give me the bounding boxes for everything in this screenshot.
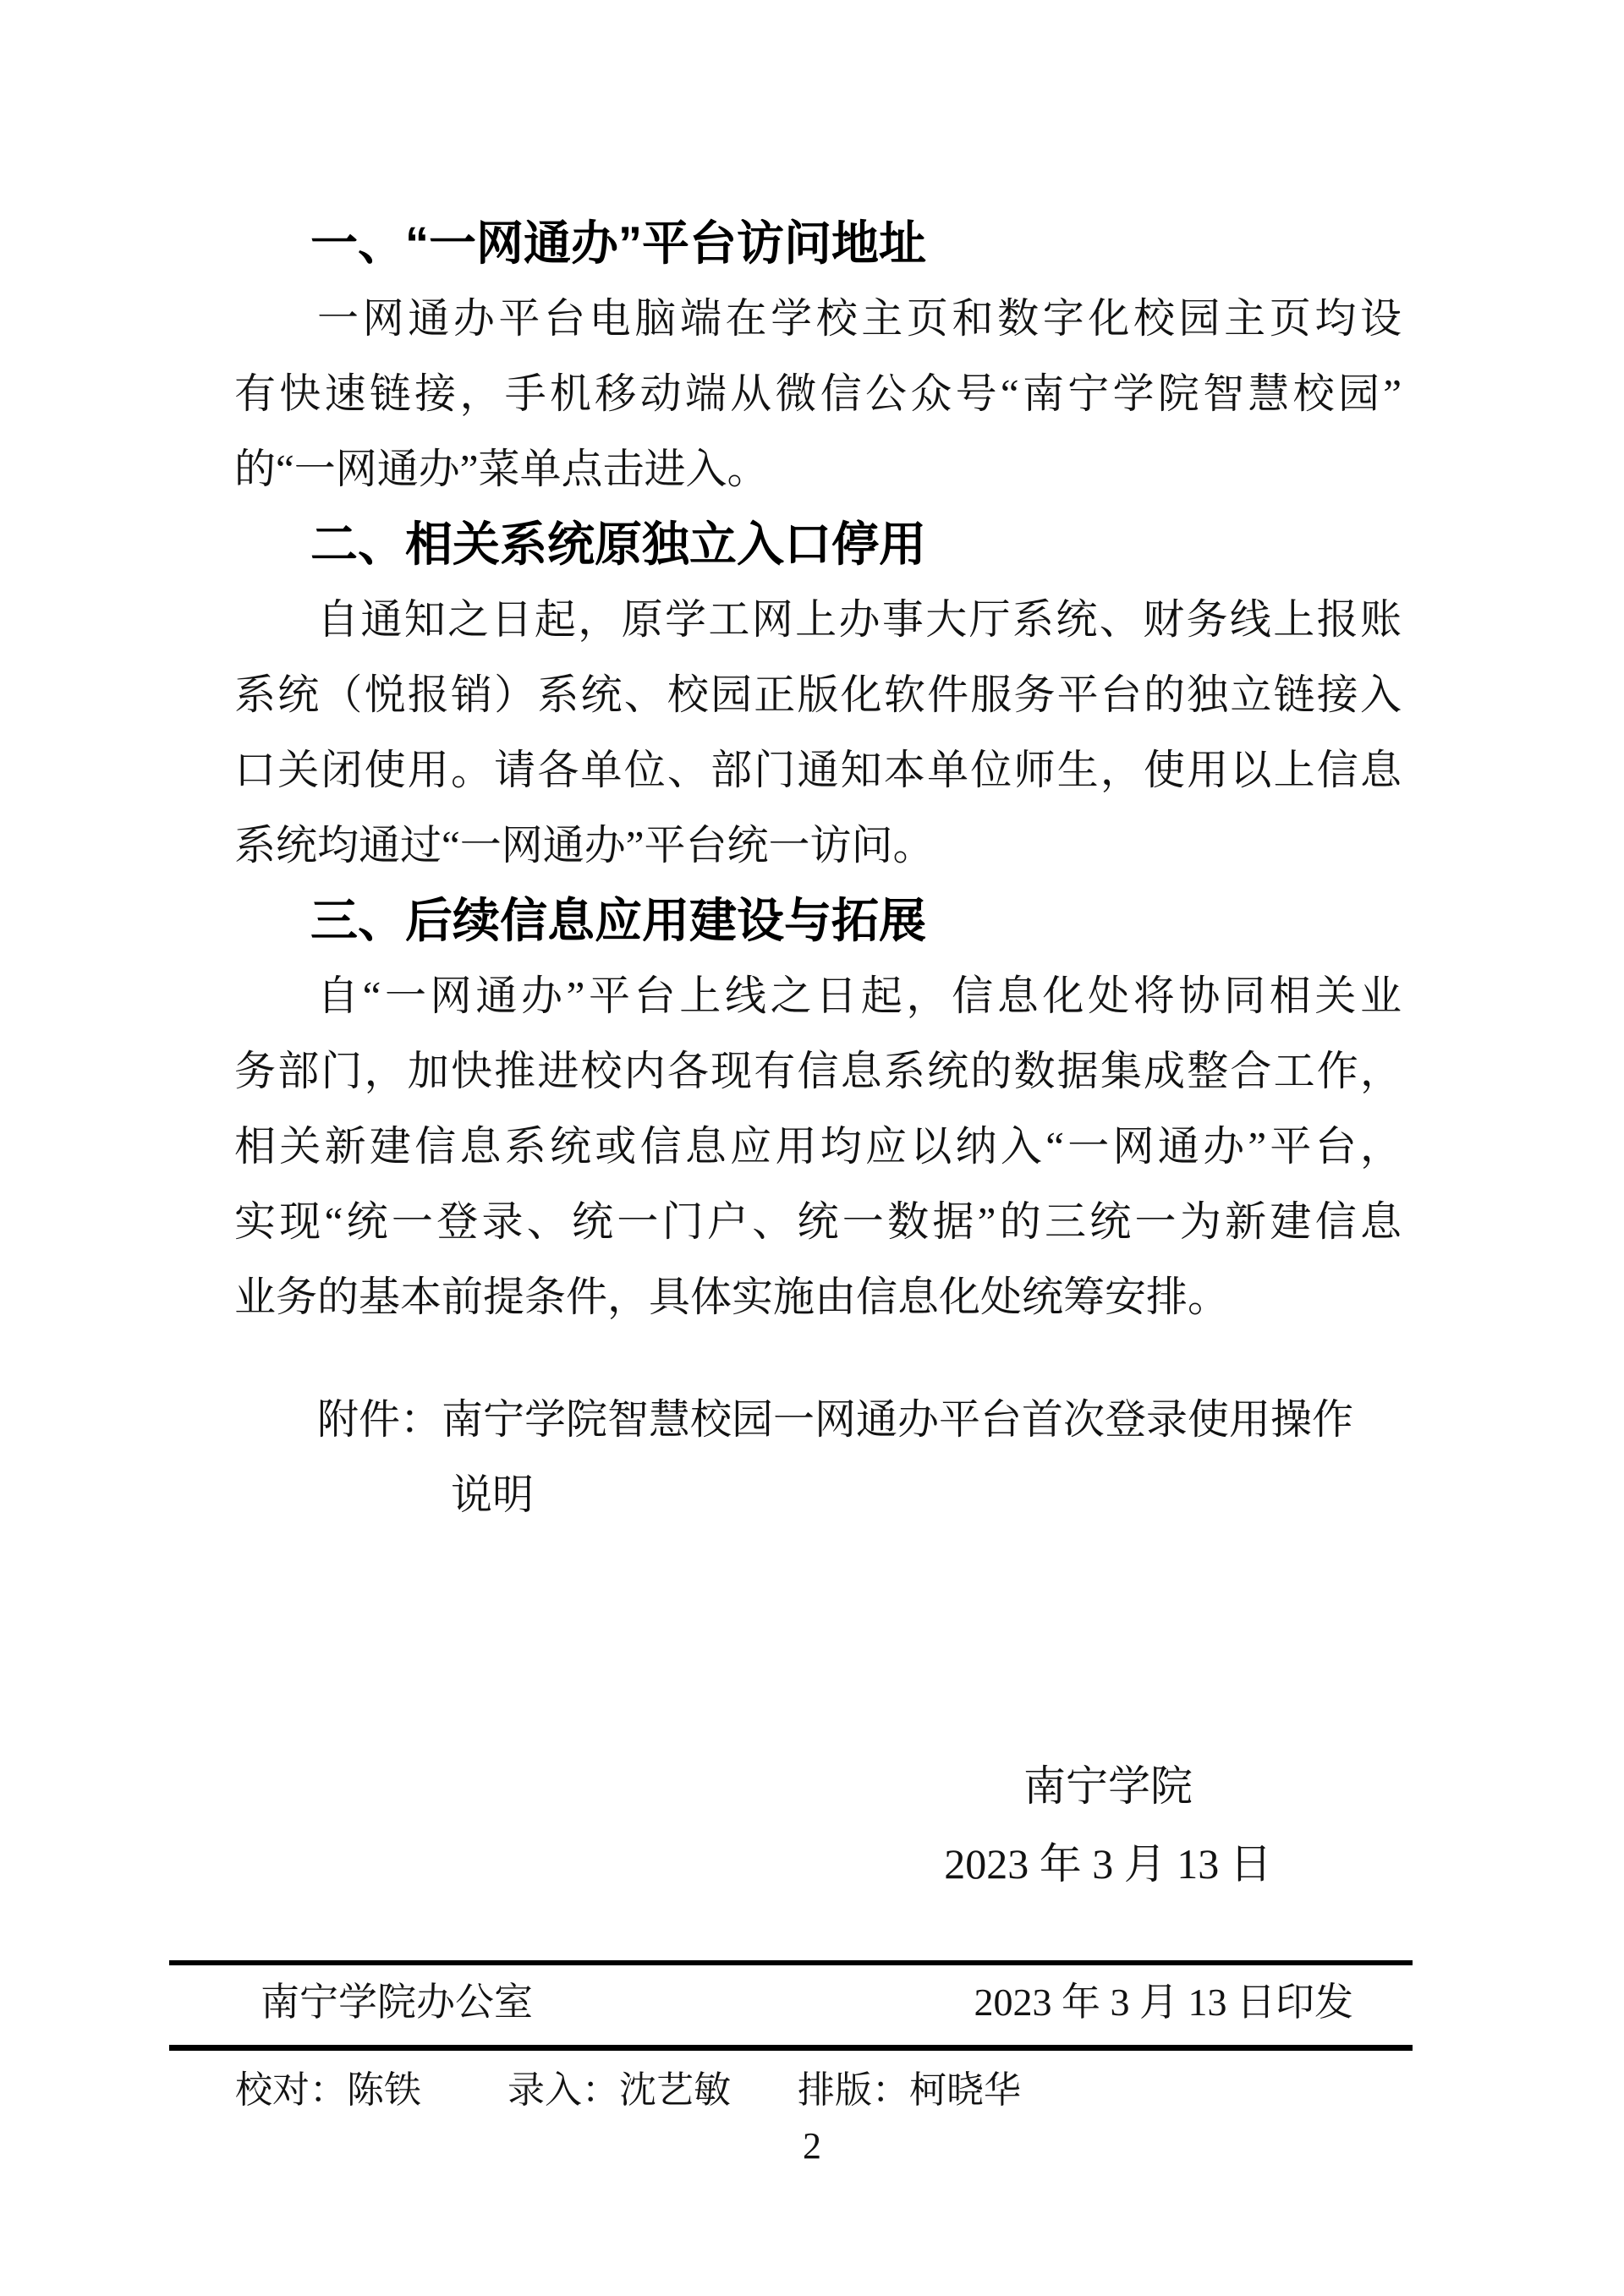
footer-credits-row	[0, 2067, 1624, 2114]
body-line: 的“一网通办”菜单点击进入。	[234, 446, 769, 492]
footer-rule-top	[169, 1960, 1413, 1965]
document-body	[234, 205, 1402, 1334]
section-1-heading: 一、“一网通办”平台访问地址	[310, 216, 926, 270]
page-number: 2	[803, 2125, 821, 2167]
body-line: 口关闭使用。请各单位、部门通知本单位师生，使用以上信息	[234, 747, 1402, 793]
section-2-heading: 二、相关系统原独立入口停用	[310, 518, 926, 571]
footer-layout: 排版：柯晓华	[798, 2069, 1021, 2111]
body-line: 业务的基本前提条件，具体实施由信息化处统筹安排。	[234, 1274, 1230, 1320]
attachment-line: 附件：南宁学院智慧校园一网通办平台首次登录使用操作	[317, 1396, 1354, 1443]
signature-org: 南宁学院	[1023, 1762, 1193, 1810]
body-line: 实现“统一登录、统一门户、统一数据”的三统一为新建信息	[234, 1198, 1402, 1245]
footer-entry: 录入：沈艺敏	[508, 2069, 731, 2111]
body-line: 自通知之日起，原学工网上办事大厅系统、财务线上报账	[317, 596, 1402, 643]
footer-proofread: 校对：陈铁	[235, 2069, 421, 2111]
signature-date: 2023 年 3 月 13 日	[944, 1840, 1272, 1888]
body-line: 有快速链接，手机移动端从微信公众号“南宁学院智慧校园”	[234, 370, 1402, 417]
body-line: 系统均通过“一网通办”平台统一访问。	[234, 822, 935, 869]
section-3-heading: 三、后续信息应用建设与拓展	[310, 894, 926, 947]
footer-issue-date: 2023 年 3 月 13 日印发	[974, 1981, 1353, 2024]
body-line: 系统（悦报销）系统、校园正版化软件服务平台的独立链接入	[234, 671, 1402, 718]
body-line: 相关新建信息系统或信息应用均应以纳入“一网通办”平台，	[234, 1123, 1402, 1170]
body-line: 务部门，加快推进校内各现有信息系统的数据集成整合工作，	[234, 1048, 1402, 1094]
body-line: 一网通办平台电脑端在学校主页和数字化校园主页均设	[317, 295, 1402, 342]
footer-rule-bottom	[169, 2045, 1413, 2051]
footer-issuer-row	[261, 1975, 1353, 2030]
footer-office: 南宁学院办公室	[261, 1981, 533, 2024]
attachment-line: 说明	[451, 1471, 535, 1518]
body-line: 自“一网通办”平台上线之日起，信息化处将协同相关业	[317, 973, 1402, 1019]
attachment-note	[234, 1382, 1402, 1532]
signature-block	[854, 1747, 1362, 1903]
